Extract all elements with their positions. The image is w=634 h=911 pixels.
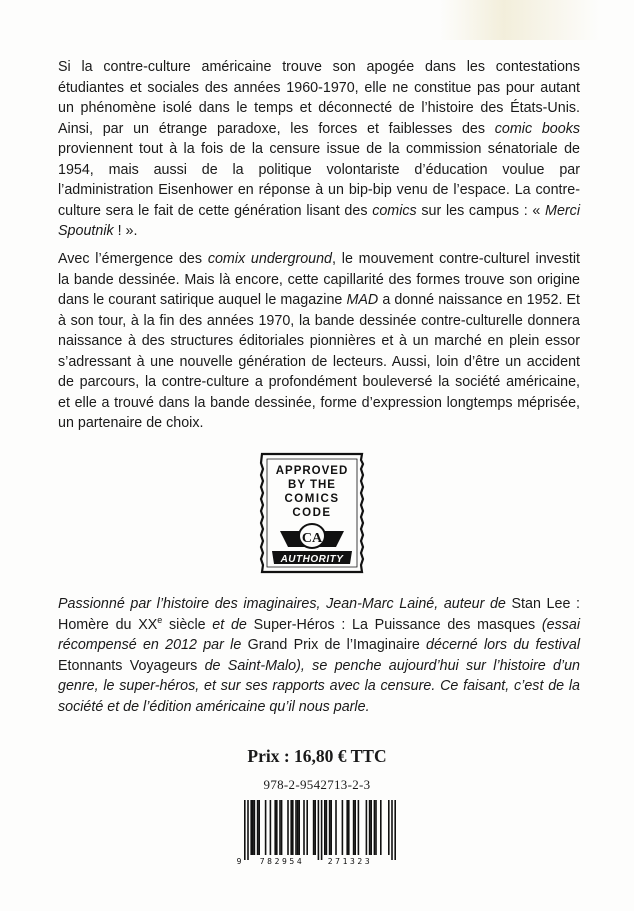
text-run: (essai récompensé en 2012 par le xyxy=(58,616,580,653)
barcode-bar xyxy=(276,800,278,855)
barcode-bar xyxy=(375,800,377,855)
text-run: et de xyxy=(205,616,254,633)
text-run: Si la contre-culture américaine trouve son apogée dans les contestations étudiantes et sociales des années 1960-1970, elle ne constitue pas pour autant un phénomène isolé dans le temps et déconnecté de l’histoire des États-Unis. Ainsi, par un étrange paradoxe, les forces et faiblesses des xyxy=(58,59,580,137)
award-name: Grand Prix de l’Imaginaire xyxy=(247,637,420,653)
barcode-bar xyxy=(297,800,299,855)
barcode-bar xyxy=(270,800,272,855)
barcode-bar xyxy=(281,800,283,855)
barcode-bar xyxy=(258,800,260,855)
seal-line-code: CODE xyxy=(292,507,332,519)
barcode-guard-bar xyxy=(394,800,396,860)
barcode-digit-first: 9 xyxy=(236,857,242,866)
barcode-bar xyxy=(279,800,281,855)
price-label: Prix : 16,80 € TTC xyxy=(247,746,387,766)
text-run: Passionné par l’histoire des imaginaires, Jean-Marc Lainé, auteur de xyxy=(58,596,512,612)
seal-line-comics: COMICS xyxy=(284,493,340,505)
barcode-bar xyxy=(298,800,300,855)
barcode-bar xyxy=(370,800,372,855)
text-run: , le mouvement contre-culturel investit la bande dessinée. Mais là encore, cette capillarité des formes trouve son origine dans le courant satirique auquel le magazine xyxy=(58,251,581,308)
intro-paragraph xyxy=(58,57,580,242)
seal-line-by-the: BY THE xyxy=(288,479,336,491)
emphasis-comics: comics xyxy=(372,202,417,219)
barcode-bar xyxy=(335,800,337,855)
title-stan-lee-end: siècle xyxy=(162,616,206,633)
barcode-digits-right: 271323 xyxy=(327,857,373,866)
barcode-guard-bar xyxy=(247,800,249,860)
emphasis-comic-books: comic books xyxy=(494,120,580,137)
text-run: décerné lors du festival xyxy=(419,637,580,653)
barcode-guard-bar xyxy=(318,800,320,860)
text-run: sur les campus : « xyxy=(416,202,546,219)
barcode-bar xyxy=(346,800,348,855)
text-run: de Saint-Malo), se penche aujourd’hui sur l’histoire d’un genre, le super-héros, et sur ses rapports avec la censure. Ce faisant, c’est de la société et de l’édition américaine qu’il nous parle. xyxy=(58,657,580,715)
barcode-bar xyxy=(342,800,344,855)
barcode-guard-bar xyxy=(321,800,323,860)
emphasis-merci-spoutnik: Merci Spoutnik xyxy=(58,202,580,239)
barcode-bar xyxy=(388,800,390,855)
seal-line-authority: AUTHORITY xyxy=(280,554,344,565)
ean-barcode xyxy=(236,800,399,866)
barcode-digits-left: 782954 xyxy=(259,857,305,866)
barcode-bar xyxy=(354,800,356,855)
barcode-bar xyxy=(348,800,350,855)
faded-header-bleed xyxy=(440,0,600,40)
underground-paragraph xyxy=(58,249,580,434)
barcode-bar xyxy=(374,800,376,855)
title-super-heros: Super-Héros : La Puissance des masques xyxy=(253,616,536,633)
barcode-bar xyxy=(257,800,259,855)
barcode-bar xyxy=(324,800,326,855)
seal-monogram: CA xyxy=(301,531,323,546)
barcode-bar xyxy=(287,800,289,855)
barcode-bar xyxy=(313,800,315,855)
text-run: a donné naissance en 1952. Et à son tour, à la fin des années 1970, la bande dessinée contre-culturelle donnera naissance à des structures éditoriales pionnières et à un marché en plein essor s’adressant à une nouvelle génération de lecteurs. Aussi, loin d’être un accident de parcours, la contre-culture a profondément bouleversé la société américaine, et elle a trouvé dans la bande dessinée, forme d’expression longtemps méprisée, un partenaire de choix. xyxy=(58,292,580,431)
barcode-guard-bar xyxy=(244,800,246,860)
emphasis-comix-underground: comix underground xyxy=(207,251,333,267)
barcode-bar xyxy=(306,800,308,855)
barcode-bars xyxy=(244,800,396,860)
barcode-bar xyxy=(329,800,331,855)
barcode-bar xyxy=(380,800,382,855)
barcode-bar xyxy=(326,800,328,855)
isbn-number: 978-2-9542713-2-3 xyxy=(263,777,371,792)
superscript-e: e xyxy=(157,614,163,625)
barcode-bar xyxy=(265,800,267,855)
barcode-bar xyxy=(254,800,256,855)
barcode-bar xyxy=(369,800,371,855)
barcode-guard-bar xyxy=(391,800,393,860)
title-stan-lee-text: Stan Lee : Homère du XX xyxy=(58,596,580,633)
barcode-bar xyxy=(366,800,368,855)
author-bio-paragraph xyxy=(58,594,580,717)
barcode-bar xyxy=(330,800,332,855)
barcode-bar xyxy=(303,800,305,855)
text-run: Avec l’émergence des xyxy=(58,251,208,267)
barcode-bar xyxy=(252,800,254,855)
text-run: ! ». xyxy=(113,223,138,239)
seal-line-approved: APPROVED xyxy=(275,465,349,477)
emphasis-mad: MAD xyxy=(346,292,379,308)
barcode-bar xyxy=(314,800,316,855)
festival-name: Etonnants Voyageurs xyxy=(58,657,198,674)
barcode-bar xyxy=(290,800,292,855)
barcode-bar xyxy=(274,800,276,855)
comics-code-authority-seal xyxy=(258,451,366,575)
barcode-bar xyxy=(292,800,294,855)
barcode-bar xyxy=(358,800,360,855)
barcode-bar xyxy=(295,800,297,855)
text-run: proviennent tout à la fois de la censure issue de la commission sénatoriale de 1954, mais aussi de la politique volontariste d’éducation voulue par l’administration Eisenhower en réponse à un bip-bip venu de l’espace. La contre-culture sera le fait de cette génération lisant des xyxy=(58,141,580,219)
barcode-bar xyxy=(250,800,252,855)
barcode-bar xyxy=(353,800,355,855)
